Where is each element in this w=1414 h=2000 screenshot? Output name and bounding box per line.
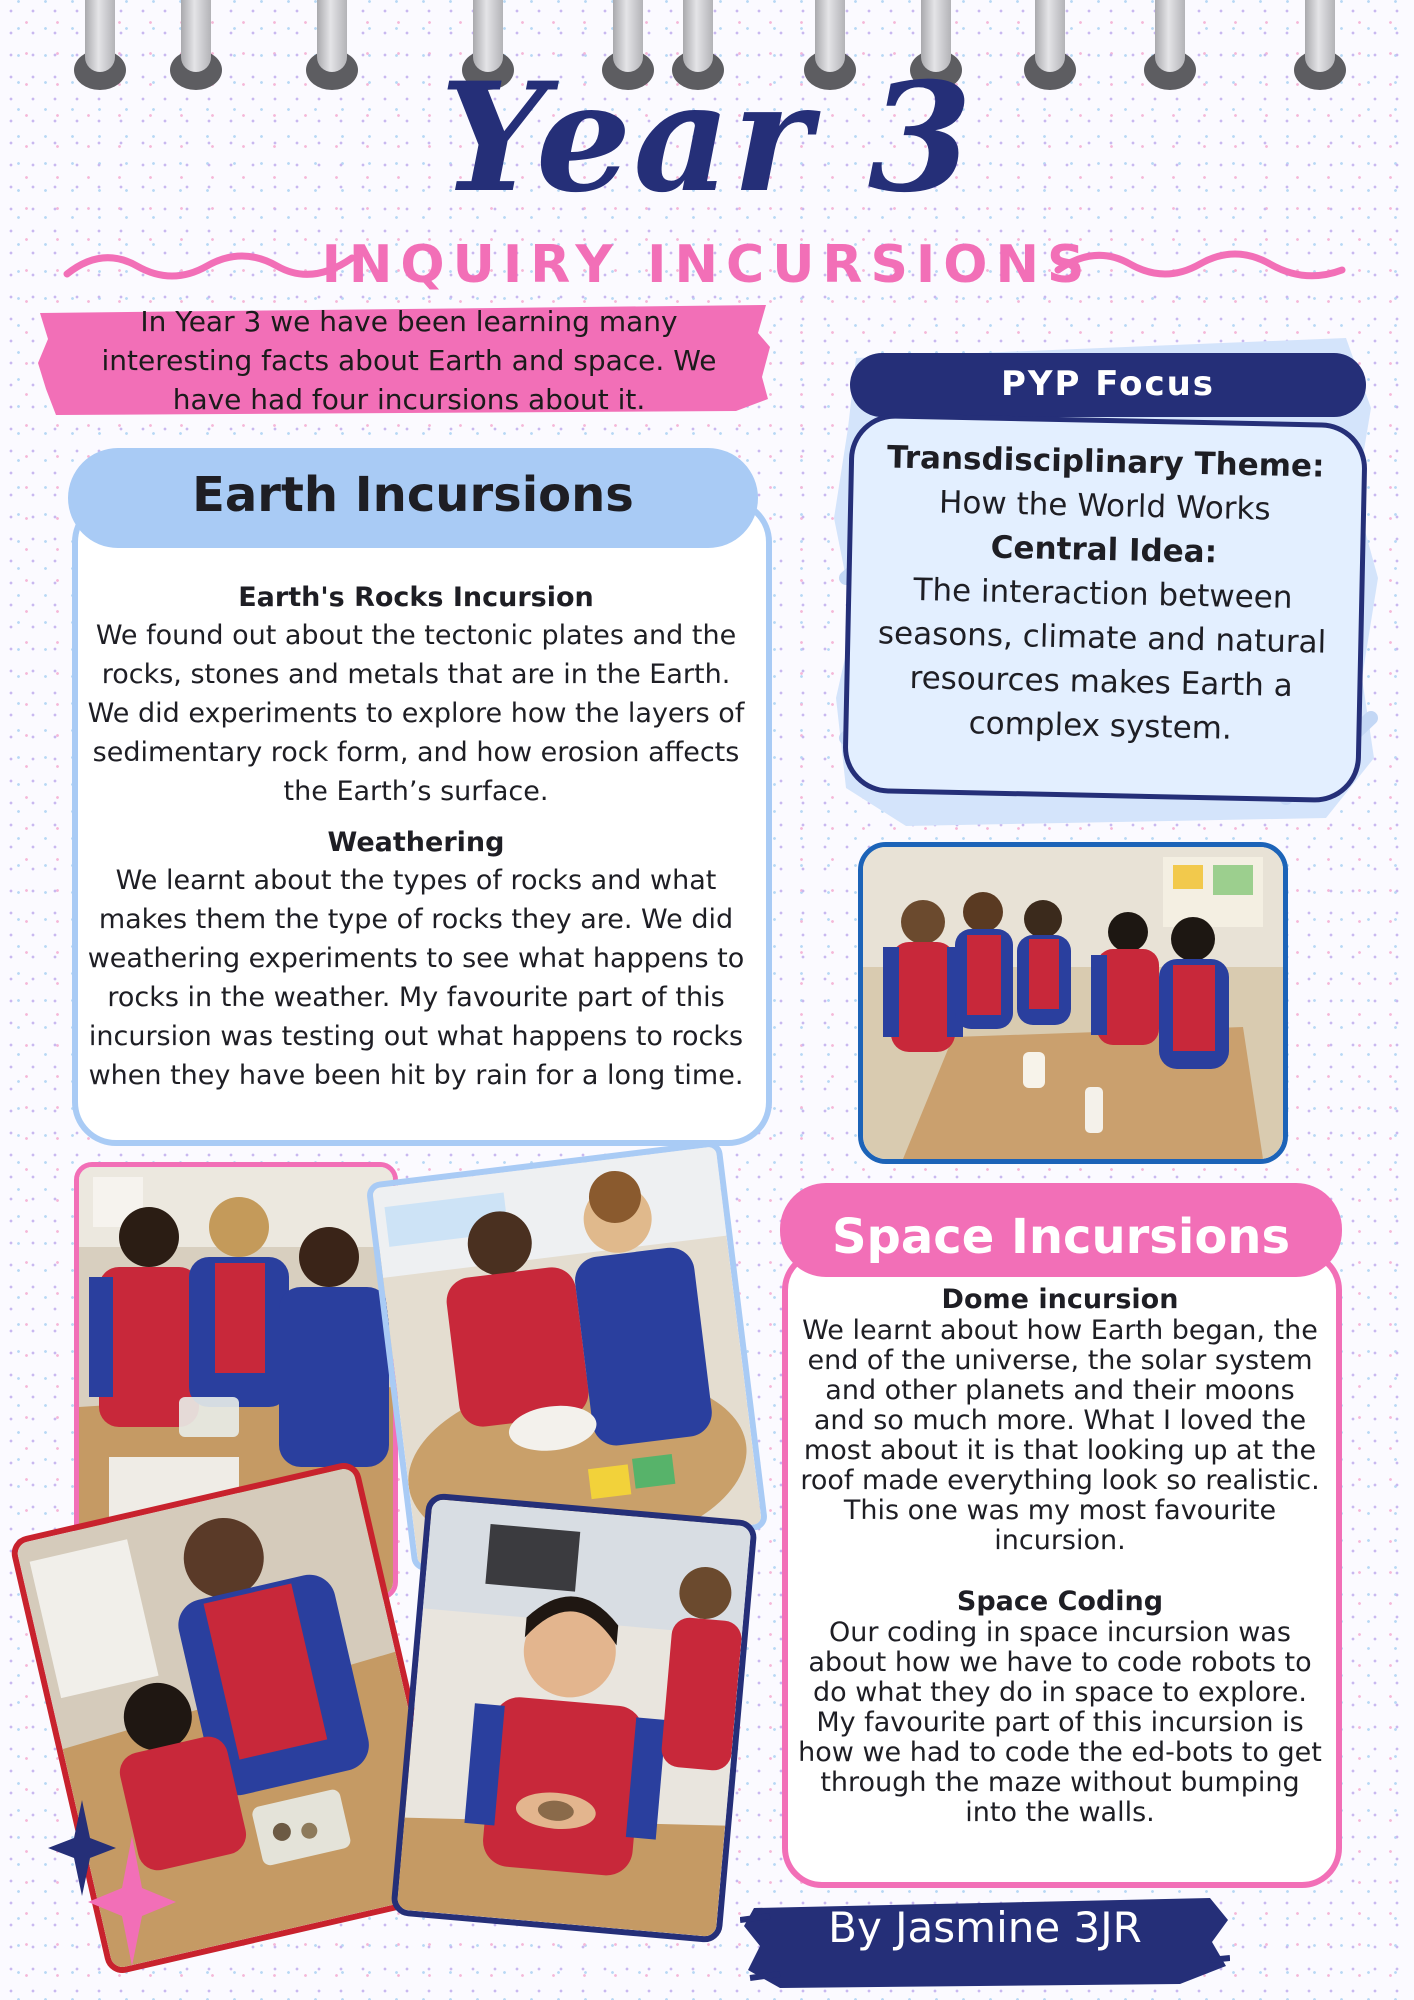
page-subtitle: INQUIRY INCURSIONS: [321, 235, 1093, 295]
central-idea-value: The interaction between seasons, climate and natural resources makes Earth a complex system.: [877, 572, 1327, 747]
space-coding-heading: Space Coding: [956, 1586, 1164, 1617]
pyp-focus-title: PYP Focus: [1000, 364, 1216, 404]
transdisciplinary-theme-value: How the World Works: [938, 484, 1271, 528]
author-byline: By Jasmine 3JR: [828, 1903, 1142, 1952]
transdisciplinary-theme-label: Transdisciplinary Theme:: [886, 439, 1325, 485]
dome-incursion-text: We learnt about how Earth began, the end of the universe, the solar system and other planets and their moons and so much more. What I loved the most about it is that looking up at the roof made everything look so realistic. This one was my most favourite incursion.: [800, 1315, 1320, 1556]
sparkle-stars-icon: [48, 1796, 178, 1966]
rocks-incursion-heading: Earth's Rocks Incursion: [238, 582, 594, 613]
earth-incursions-body: [84, 580, 748, 1109]
space-coding-text: Our coding in space incursion was about how we have to code robots to do what they do in space to explore. My favourite part of this incursion is how we had to code the ed-bots to get through the maze without bumping into the walls.: [798, 1617, 1322, 1828]
space-incursions-body: [796, 1284, 1324, 1858]
classroom-group-photo: [858, 842, 1288, 1164]
weathering-text: We learnt about the types of rocks and what makes them the type of rocks they are. We did weathering experiments to see what happens to rocks in the weather. My favourite part of this incursion was testing out what happens to rocks when they have been hit by rain for a long time.: [87, 865, 745, 1091]
pyp-focus-body: [855, 435, 1351, 753]
central-idea-label: Central Idea:: [990, 529, 1218, 571]
laughing-student-photo: [390, 1492, 758, 1943]
earth-incursions-title: Earth Incursions: [192, 467, 634, 523]
space-incursions-title: Space Incursions: [831, 1209, 1291, 1265]
intro-text: In Year 3 we have been learning many interesting facts about Earth and space. We have had four incursions about it.: [101, 305, 717, 416]
page-title: Year 3: [439, 50, 975, 226]
weathering-heading: Weathering: [327, 827, 505, 858]
dome-incursion-heading: Dome incursion: [941, 1284, 1179, 1315]
rocks-incursion-text: We found out about the tectonic plates and the rocks, stones and metals that are in the Earth. We did experiments to explore how the layers of sedimentary rock form, and how erosion affects the Earth’s surface.: [87, 620, 745, 807]
